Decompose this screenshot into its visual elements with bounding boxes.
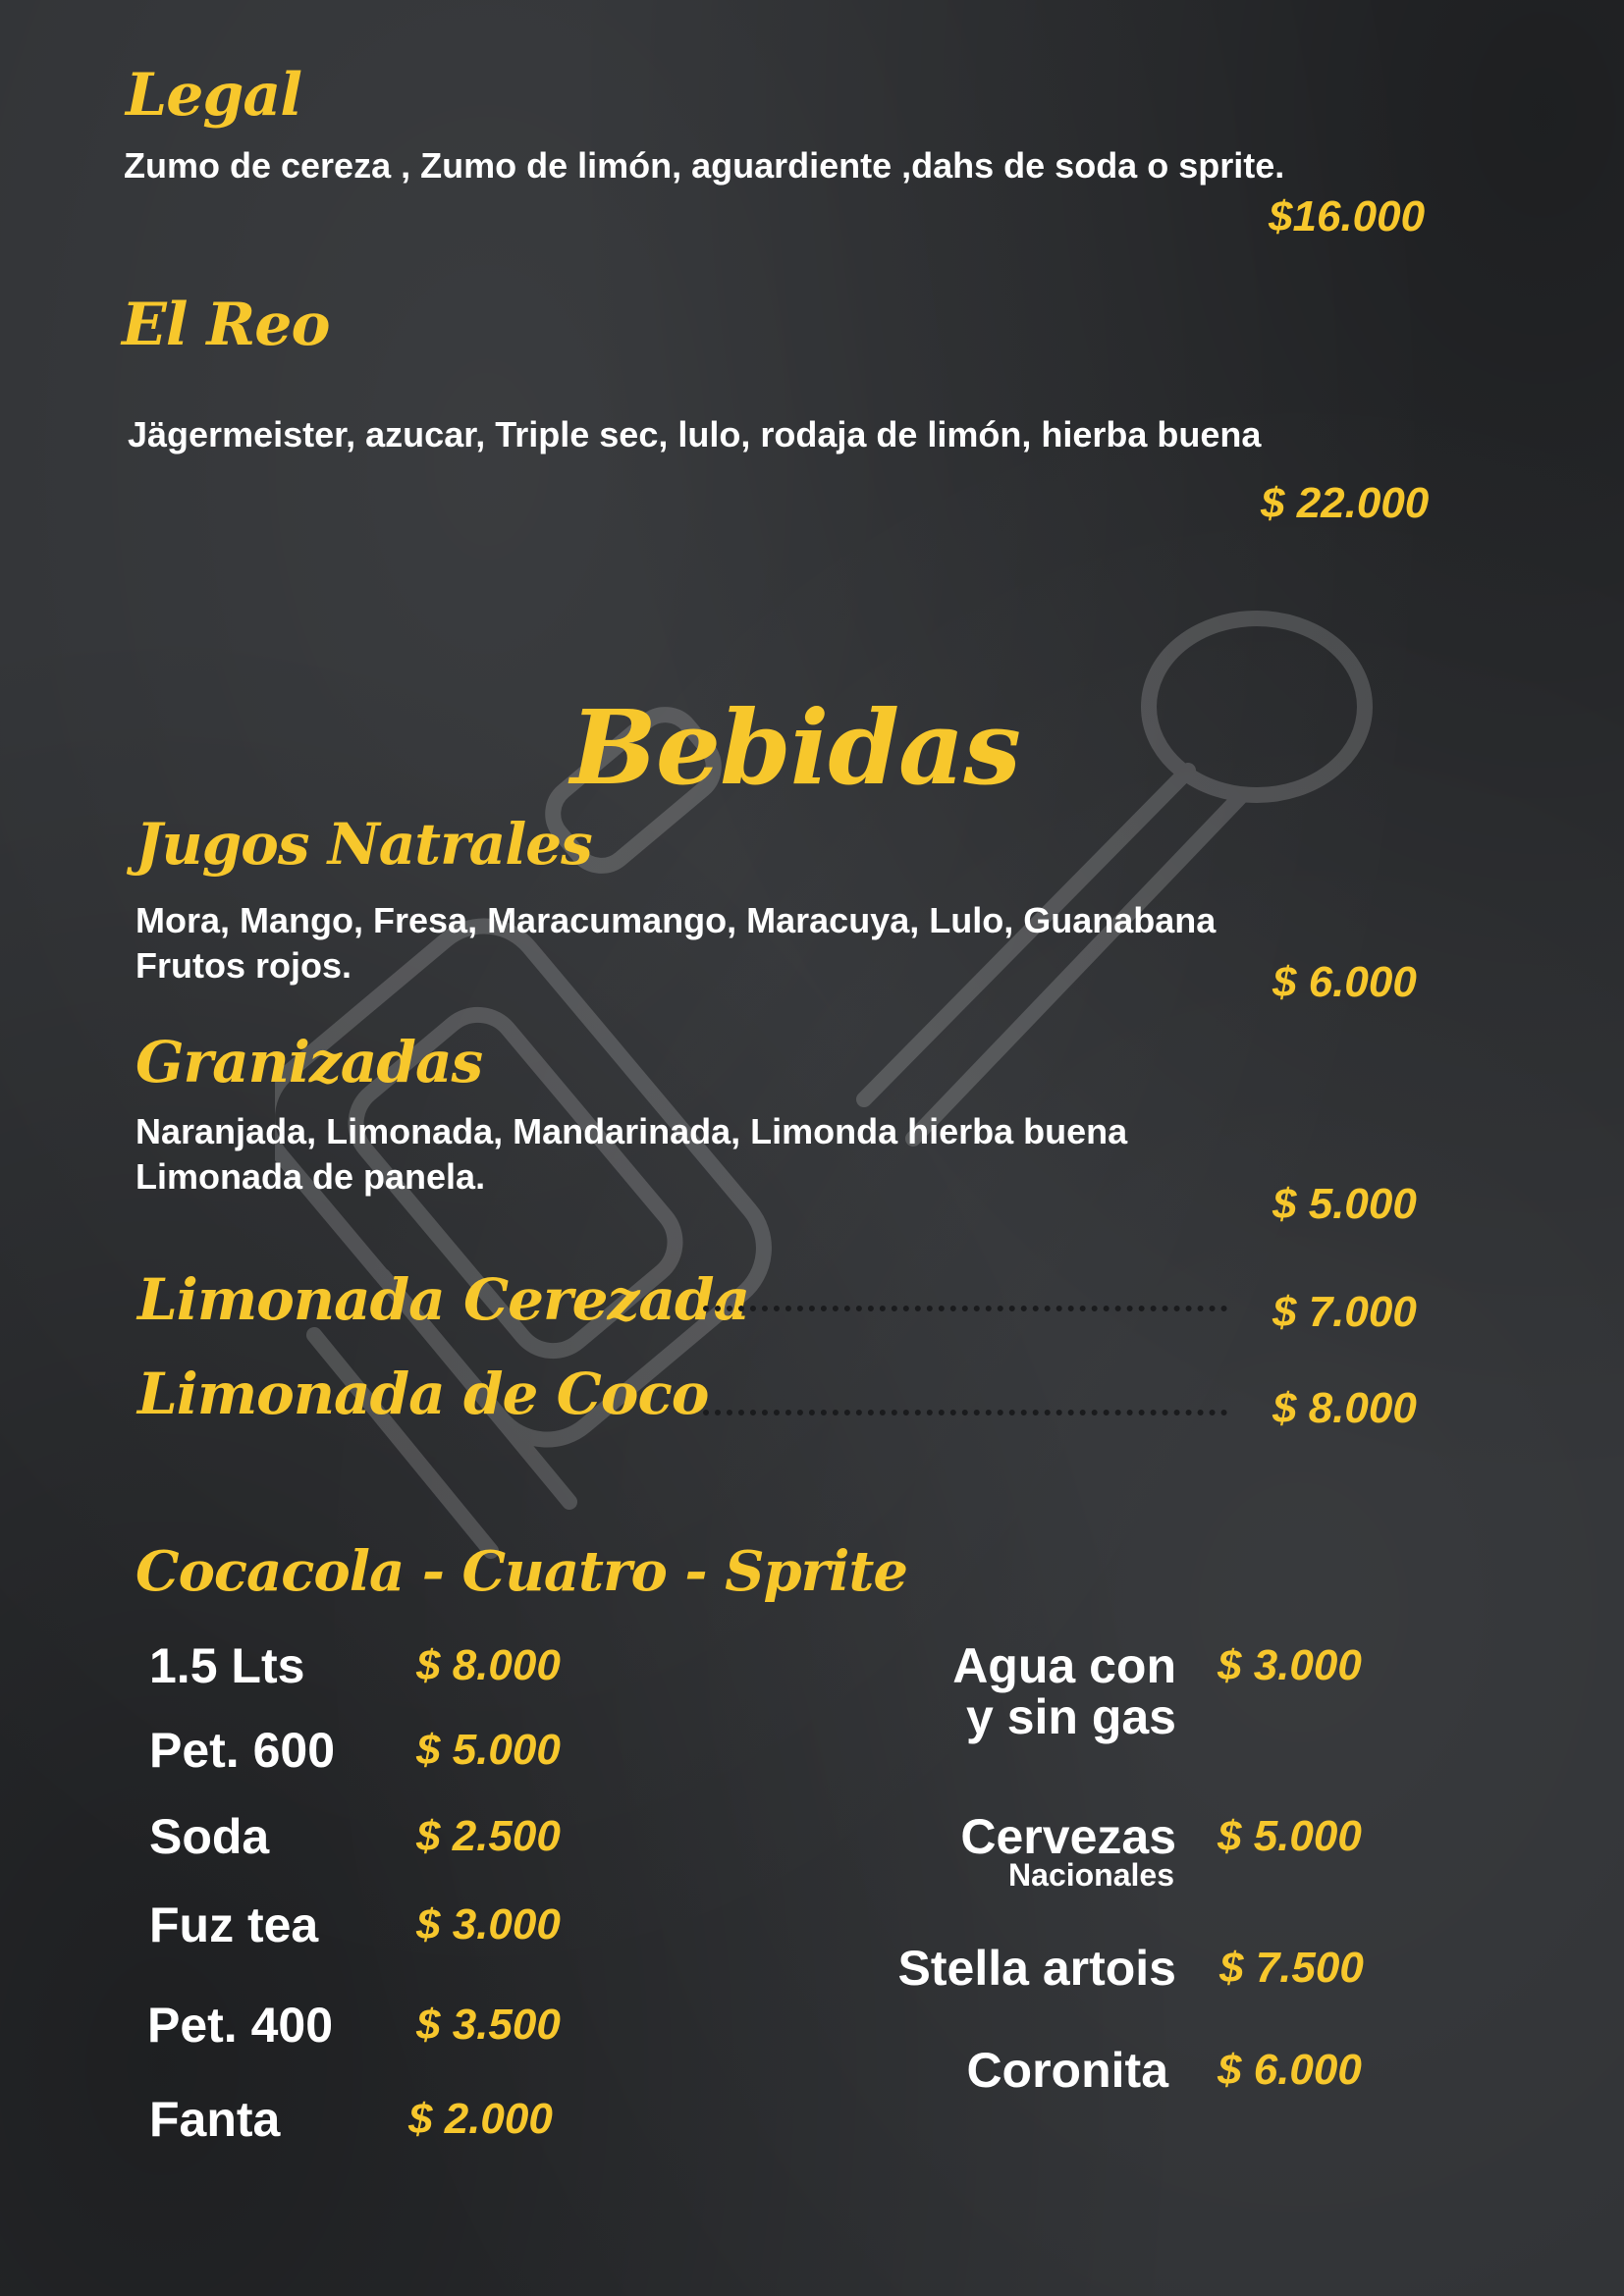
drink-price: $ 2.500: [416, 1812, 561, 1860]
drink-name-coronita: Coronita: [966, 2043, 1168, 2098]
drink-price: $ 5.000: [416, 1726, 561, 1774]
drink-name: Soda: [149, 1809, 270, 1864]
cocktail-description: Zumo de cereza , Zumo de limón, aguardiente ,dahs de soda o sprite.: [124, 145, 1285, 186]
cocktail-price: $16.000: [1269, 192, 1426, 240]
cocktail-name: El Reo: [122, 291, 330, 359]
coronita-price: $ 6.000: [1218, 2046, 1362, 2094]
jugos-line-1: Mora, Mango, Fresa, Maracumango, Maracuya, Lulo, Guanabana: [135, 900, 1217, 940]
drink-name: 1.5 Lts: [149, 1638, 305, 1693]
cervezas-subtitle: Nacionales: [1008, 1857, 1174, 1893]
cocktail-name: Legal: [126, 61, 301, 130]
drink-name: Fuz tea: [149, 1897, 319, 1952]
drink-name-agua-line2: y sin gas: [966, 1689, 1176, 1744]
item-name-jugos: Jugos Natrales: [135, 811, 592, 878]
granizadas-line-2: Limonada de panela.: [135, 1156, 486, 1197]
drink-price: $ 3.500: [416, 2001, 561, 2049]
item-name-limonada-coco: Limonada de Coco: [137, 1361, 709, 1427]
item-name-granizadas: Granizadas: [135, 1029, 483, 1095]
section-title-bebidas: Bebidas: [570, 687, 1020, 808]
jugos-line-2: Frutos rojos.: [135, 945, 352, 986]
drink-price: $ 8.000: [416, 1641, 561, 1689]
drink-name-stella: Stella artois: [897, 1941, 1176, 1996]
dot-leader: [703, 1410, 1227, 1415]
agua-price: $ 3.000: [1218, 1641, 1362, 1689]
dot-leader: [703, 1306, 1227, 1311]
cocktail-description: Jägermeister, azucar, Triple sec, lulo, rodaja de limón, hierba buena: [128, 414, 1262, 454]
drink-name: Pet. 400: [147, 1998, 334, 2053]
section-title-sodas: Cocacola - Cuatro - Sprite: [135, 1539, 907, 1604]
granizadas-price: $ 5.000: [1272, 1180, 1417, 1228]
item-name-limonada-cerezada: Limonada Cerezada: [137, 1266, 750, 1333]
granizadas-line-1: Naranjada, Limonada, Mandarinada, Limonda hierba buena: [135, 1111, 1128, 1151]
drink-price: $ 3.000: [416, 1900, 561, 1949]
cocktail-price: $ 22.000: [1261, 479, 1430, 527]
drink-price: $ 2.000: [408, 2095, 553, 2143]
stella-price: $ 7.500: [1219, 1944, 1364, 1992]
cervezas-price: $ 5.000: [1218, 1812, 1362, 1860]
limonada-coco-price: $ 8.000: [1272, 1384, 1417, 1432]
limonada-cerezada-price: $ 7.000: [1272, 1288, 1417, 1336]
drink-name: Pet. 600: [149, 1723, 336, 1778]
drink-name-agua-line1: Agua con: [952, 1638, 1176, 1693]
drink-name: Fanta: [149, 2092, 281, 2147]
drink-name-cervezas: Cervezas: [960, 1809, 1176, 1864]
jugos-price: $ 6.000: [1272, 958, 1417, 1006]
